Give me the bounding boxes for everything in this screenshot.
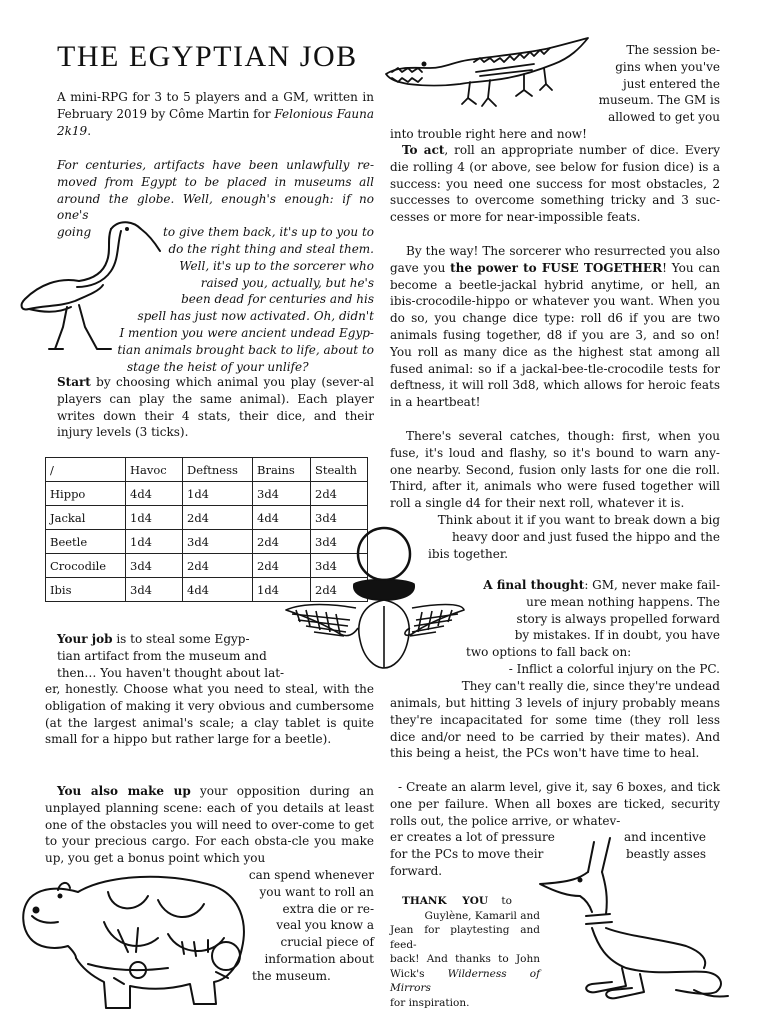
- job-line: then… You haven't thought about lat-: [57, 665, 285, 680]
- session-line: The session be-: [626, 43, 720, 57]
- thanks-lead: THANK YOU: [402, 895, 489, 907]
- fuse-paragraph: [390, 243, 720, 411]
- stats-header-cell: /: [46, 458, 126, 482]
- stats-value-cell: 1d4: [183, 482, 253, 506]
- stats-animal-cell: Crocodile: [46, 554, 126, 578]
- story-line: I mention you were ancient undead Egyp-: [119, 325, 374, 340]
- final-line: - Inflict a colorful injury on the PC.: [508, 661, 720, 676]
- job-line-text: is to steal some Egyp-: [112, 632, 250, 646]
- stats-value-cell: 3d4: [126, 554, 183, 578]
- fuse-pre: By the way! The sorcerer who resurrected you also gave you: [390, 244, 720, 275]
- thanks-book-title: Wilderness of Mirrors: [390, 967, 540, 994]
- job-line: [57, 631, 374, 648]
- intro-paragraph: [57, 89, 374, 139]
- stats-header-cell: Havoc: [126, 458, 183, 482]
- stats-value-cell: 4d4: [126, 482, 183, 506]
- makeup-line: extra die or re-: [282, 901, 374, 916]
- session-wrap: [560, 42, 720, 126]
- story-line: Well, it's up to the sorcerer who: [179, 258, 374, 273]
- stats-value-cell: 3d4: [126, 578, 183, 602]
- makeup-line: the museum.: [252, 968, 331, 983]
- makeup-line: you want to roll an: [259, 884, 374, 899]
- stats-value-cell: 2d4: [253, 530, 311, 554]
- stats-value-cell: 2d4: [311, 482, 368, 506]
- final-line-text: : GM, never make fail-: [584, 578, 720, 592]
- stats-value-cell: 3d4: [311, 530, 368, 554]
- jackal-illustration-icon: [536, 836, 732, 1006]
- story-word: going: [57, 225, 92, 240]
- final-line: by mistakes. If in doubt, you have: [514, 628, 720, 643]
- thanks-line: [390, 894, 540, 909]
- stats-header-cell: Stealth: [311, 458, 368, 482]
- thanks-line: [390, 967, 540, 996]
- alarm-text: er creates a lot of pressure: [390, 830, 555, 844]
- stats-value-cell: 4d4: [253, 506, 311, 530]
- start-text: by choosing which animal you play (sever-al players can play the same animal). Each player writes down their 4 stats, their dice, and their injury levels (3 ticks).: [57, 375, 374, 440]
- final-wrap: [440, 577, 720, 695]
- stats-value-cell: 3d4: [311, 506, 368, 530]
- fuse-text: ! You can become a beetle-jackal hybrid anytime, or hell, an ibis-crocodile-hippo or whatever you want. When you do so, you change dice type: roll d6 if you are two animals fusing together, d8 if you are 3, and so on! You roll as many dice as the highest stat among all fused animal: so if a jackal-bee-tle-crocodile tests for deftness, it will roll 3d8, which allows for heroic feats in a heartbeat!: [390, 260, 721, 410]
- session-end: into trouble right here and now!: [390, 127, 587, 141]
- stats-header-row: [46, 458, 368, 482]
- final-line: story is always propelled forward: [516, 611, 720, 626]
- alarm-line: forward.: [390, 863, 443, 878]
- fuse-lead: the power to FUSE TOGETHER: [450, 260, 663, 275]
- hippo-illustration-icon: [18, 852, 250, 1012]
- story-line: around the globe. Well, enough's enough: if no one's: [57, 191, 374, 223]
- job-line: tian artifact from the museum and: [57, 648, 267, 663]
- alarm-text: for the PCs to move their: [390, 846, 544, 861]
- final-line: two options to fall back on:: [466, 645, 632, 660]
- catches-line: ibis together.: [428, 546, 509, 561]
- final-rest-paragraph: animals, but hitting 3 levels of injury probably means they're incapacitated for some time (they roll less dice and/or need to be carried by their mates). And this being a heist, the PCs won't have time to heal.: [390, 696, 720, 761]
- story-line: spell has just now activated. Oh, didn't: [137, 309, 374, 324]
- final-line: [440, 577, 720, 594]
- story-line: to give them back, it's up to you to: [163, 225, 374, 240]
- thanks-line-text: to: [498, 895, 512, 907]
- catches-line: Think about it if you want to break down a big: [437, 513, 720, 527]
- makeup-wrap: [230, 867, 374, 985]
- story-line: do the right thing and steal them.: [168, 241, 374, 256]
- final-line: They can't really die, since they're undead: [461, 678, 720, 693]
- stats-value-cell: 3d4: [183, 530, 253, 554]
- final-line: ure mean nothing happens. The: [526, 594, 720, 609]
- act-text: , roll an appropriate number of dice. Every die rolling 4 (or above, see below for fusion dice) is a success: you need one success for most obstacles, 2 successes to overcome something tricky and 3 suc-cesses or more for near-impossible feats.: [390, 143, 720, 225]
- stats-value-cell: 2d4: [183, 506, 253, 530]
- stats-value-cell: 1d4: [126, 530, 183, 554]
- stats-value-cell: 2d4: [311, 578, 368, 602]
- story-line: moved from Egypt to be placed in museums all: [57, 174, 374, 189]
- catches-line: heavy door and just fused the hippo and the: [451, 529, 720, 544]
- session-line: gins when you've: [615, 59, 720, 74]
- start-paragraph: [57, 374, 374, 441]
- stats-value-cell: 1d4: [126, 506, 183, 530]
- story-line: been dead for centuries and his: [181, 292, 374, 307]
- stats-animal-cell: Ibis: [46, 578, 126, 602]
- stats-header-cell: Brains: [253, 458, 311, 482]
- intro-text: A mini-RPG for 3 to 5 players and a GM, written in February 2019 by Côme Martin for: [57, 90, 374, 121]
- makeup-line: can spend whenever: [248, 868, 374, 882]
- makeup-line: information about: [264, 951, 374, 966]
- stats-animal-cell: Jackal: [46, 506, 126, 530]
- thanks-line: for inspiration.: [390, 996, 470, 1009]
- final-lead: A final thought: [483, 578, 585, 592]
- stats-row: [46, 482, 368, 506]
- act-lead: To act: [402, 143, 445, 157]
- stats-value-cell: 4d4: [183, 578, 253, 602]
- thanks-line: back! And thanks to John: [390, 953, 540, 965]
- makeup-line: veal you know a: [276, 918, 374, 933]
- session-line: museum. The GM is: [598, 93, 720, 108]
- story-line: raised you, actually, but he's: [200, 275, 374, 290]
- page-title: THE EGYPTIAN JOB: [57, 40, 358, 73]
- alarm-text: beastly asses: [626, 846, 707, 861]
- stats-value-cell: 3d4: [311, 554, 368, 578]
- stats-animal-cell: Beetle: [46, 530, 126, 554]
- catches-wrap: [410, 512, 720, 562]
- thanks-line: Jean for playtesting and feed-: [390, 924, 540, 951]
- job-lead: Your job: [57, 632, 113, 646]
- job-paragraph: [57, 631, 374, 681]
- stats-value-cell: 3d4: [253, 482, 311, 506]
- job-rest-paragraph: er, honestly. Choose what you need to steal, with the obligation of making it very obvious and cumbersome (at the largest animal's scale; a clay tablet is quite small for a hippo but rather large for a beetle).: [45, 682, 374, 747]
- stats-animal-cell: Hippo: [46, 482, 126, 506]
- stats-header-cell: Deftness: [183, 458, 253, 482]
- session-line: just entered the: [623, 76, 720, 91]
- story-line: For centuries, artifacts have been unlawfully re-: [57, 158, 374, 172]
- makeup-line: crucial piece of: [280, 935, 374, 950]
- alarm-paragraph: - Create an alarm level, give it, say 6 boxes, and tick one per failure. When all boxes are ticked, security rolls out, the police arrive, or whatev-: [390, 780, 720, 828]
- makeup-lead: You also make up: [57, 784, 191, 798]
- stats-value-cell: 1d4: [253, 578, 311, 602]
- story-line: tian animals brought back to life, about to: [117, 342, 374, 357]
- makeup-text: your opposition during an unplayed planning scene: each of you details at least one of the obstacles you will need to over-come to get to your precious cargo. For each obsta-cle you make up, you get a bonus point which you: [45, 784, 374, 866]
- start-lead: Start: [57, 375, 91, 389]
- session-line: allowed to get you: [608, 110, 720, 125]
- act-paragraph: [390, 142, 720, 226]
- ibis-illustration-icon: [15, 215, 165, 355]
- story-line: stage the heist of your unlife?: [127, 359, 309, 374]
- alarm-text: and incentive: [624, 830, 707, 844]
- stats-value-cell: 2d4: [253, 554, 311, 578]
- intro-publication: Felonious Fauna 2k19: [57, 106, 374, 138]
- thanks-line: Guylène, Kamaril and: [424, 909, 540, 922]
- catches-paragraph: There's several catches, though: first, when you fuse, it's loud and flashy, so it's bound to warn any-one nearby. Second, fusion only lasts for one die roll. Third, after it, animals who were fused together will roll a single d4 for their next roll, whatever it is.: [390, 429, 720, 511]
- stats-value-cell: 2d4: [183, 554, 253, 578]
- thanks-wrap: [390, 894, 540, 1010]
- thanks-line-text: Wick's: [390, 967, 448, 980]
- intro-end: .: [87, 123, 92, 138]
